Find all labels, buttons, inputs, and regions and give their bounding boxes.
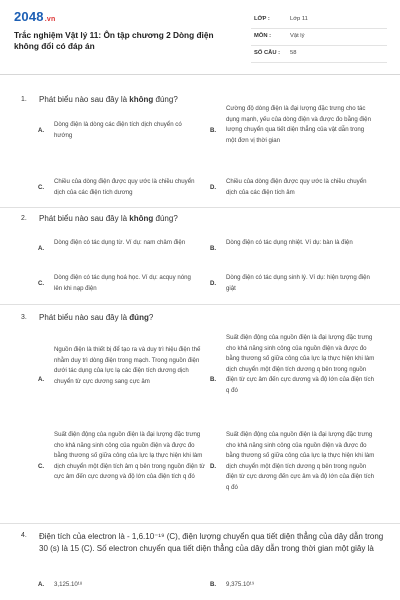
option-label: B. (210, 581, 217, 588)
option-a[interactable] (38, 120, 199, 141)
option-a[interactable] (38, 580, 199, 591)
question-number: 4. (21, 532, 27, 539)
option-label: A. (38, 127, 45, 134)
option-label: C. (38, 184, 45, 191)
option-label: C. (38, 280, 45, 287)
meta-row-count (251, 46, 387, 63)
option-text: Dòng điện là dòng các điện tích dịch chuyển có hướng (54, 121, 182, 139)
option-text: Dòng điện có tác dụng nhiệt. Ví dụ: bàn là điện (226, 239, 353, 246)
question-text-bold: không (129, 214, 154, 223)
option-label: A. (38, 581, 45, 588)
option-a[interactable] (38, 238, 199, 252)
meta-row-subject (251, 29, 387, 46)
page-header (0, 0, 400, 75)
option-label: D. (210, 463, 217, 470)
option-text: Suất điện động của nguồn điện là đại lượng đặc trưng cho khả năng sinh công của nguồn điện và được đo bằng thương số giữa công của lực lạ thực hiện khi làm dịch chuyển một điện tích dương q bên trong nguồn điện từ cực dương đến cực âm và độ lớn của điện tích q đó (226, 431, 375, 491)
meta-label: LỚP : (254, 16, 270, 22)
option-d[interactable] (210, 177, 376, 198)
question-number: 2. (21, 215, 27, 222)
question-number: 1. (21, 96, 27, 103)
option-c[interactable] (38, 273, 199, 294)
question-number: 3. (21, 314, 27, 321)
option-a[interactable] (38, 345, 206, 387)
option-label: D. (210, 184, 217, 191)
option-text: Suất điện động của nguồn điện là đại lượng đặc trưng cho khả năng sinh công của nguồn điện và được đo bằng thương số giữa công của lực lạ thực hiện khi làm dịch chuyển một điện tích âm q bên trong nguồn điện từ cực âm đến cực dương và độ lớn của điện tích q đó (54, 431, 206, 480)
question-text (39, 313, 153, 323)
site-logo[interactable] (14, 9, 55, 24)
option-text: Dòng điện có tác dụng sinh lý. Ví dụ: hiện tượng điện giật (226, 274, 370, 292)
question-text-post: ? (148, 313, 154, 322)
meta-value: Vật lý (290, 33, 305, 39)
option-b[interactable] (210, 333, 378, 396)
option-text: 3,125.10¹⁸ (54, 581, 83, 588)
divider (0, 523, 400, 524)
option-label: B. (210, 127, 217, 134)
option-c[interactable] (38, 430, 206, 483)
option-c[interactable] (38, 177, 199, 198)
question-text-post: đúng? (153, 95, 178, 104)
meta-label: SỐ CÂU : (254, 50, 281, 56)
question-text-pre: Phát biểu nào sau đây là (39, 95, 130, 104)
question-text (39, 95, 178, 105)
option-b[interactable] (210, 580, 376, 591)
logo-suffix: .vn (44, 16, 56, 23)
meta-row-class (251, 12, 387, 29)
page-title: Trắc nghiệm Vật lý 11: Ôn tập chương 2 Dòng điện không đổi có đáp án (14, 30, 214, 51)
question-text-pre: Phát biểu nào sau đây là (39, 313, 130, 322)
question-text-bold: đúng (129, 313, 149, 322)
question-text-pre: Phát biểu nào sau đây là (39, 214, 130, 223)
question-text-post: đúng? (153, 214, 178, 223)
option-label: A. (38, 376, 45, 383)
option-text: Dòng điện có tác dụng hoá học. Ví dụ: acquy nóng lên khi nạp điện (54, 274, 191, 292)
meta-value: Lớp 11 (290, 16, 308, 22)
option-text: Chiều của dòng điện được quy ước là chiều chuyển dịch của các điện tích âm (226, 178, 367, 196)
logo-text: 2048 (14, 9, 44, 24)
option-label: C. (38, 463, 45, 470)
question-text (39, 214, 178, 224)
quiz-meta (251, 12, 387, 63)
meta-label: MÔN : (254, 33, 272, 39)
option-text: Suất điện động của nguồn điện là đại lượng đặc trưng cho khả năng sinh công của nguồn điện và được đo bằng thương số giữa công của lực lạ thực hiện khi làm dịch chuyển một điện tích dương q bên trong nguồn điện từ cực âm đến cực dương và độ lớn của điện tích q đó (226, 334, 375, 394)
option-label: B. (210, 245, 217, 252)
option-label: A. (38, 245, 45, 252)
option-text: Nguồn điện là thiết bị để tạo ra và duy trì hiệu điện thế nhằm duy trì dòng điện trong mạch. Trong nguồn điện dưới tác dụng của lực lạ các điện tích dương dịch chuyển từ cực dương sang cực âm (54, 346, 201, 385)
option-d[interactable] (210, 430, 378, 493)
option-text: Chiều của dòng điện được quy ước là chiều chuyển dịch của các điện tích dương (54, 178, 195, 196)
option-label: D. (210, 280, 217, 287)
option-d[interactable] (210, 273, 376, 294)
option-text: Dòng điện có tác dụng từ. Ví dụ: nam châm điện (54, 239, 186, 246)
option-text: 9,375.10¹⁹ (226, 581, 255, 588)
divider (0, 207, 400, 208)
question-text: Điện tích của electron là - 1,6.10⁻¹⁹ (C), điện lượng chuyển qua tiết diện thẳng của dây dẫn trong 30 (s) là 15 (C). Số electron chuyển qua tiết diện thẳng của dây dẫn trong thời gian một giây là (39, 532, 384, 553)
question-text-bold: không (129, 95, 154, 104)
meta-value: 58 (290, 50, 297, 56)
option-text: Cường độ dòng điện là đại lượng đặc trưng cho tác dụng mạnh, yếu của dòng điện và được đo bằng điện lượng chuyển qua tiết diện thẳng của vật dẫn trong một đơn vị thời gian (226, 105, 371, 144)
option-label: B. (210, 376, 217, 383)
option-b[interactable] (210, 104, 376, 146)
option-b[interactable] (210, 238, 376, 252)
divider (0, 304, 400, 305)
